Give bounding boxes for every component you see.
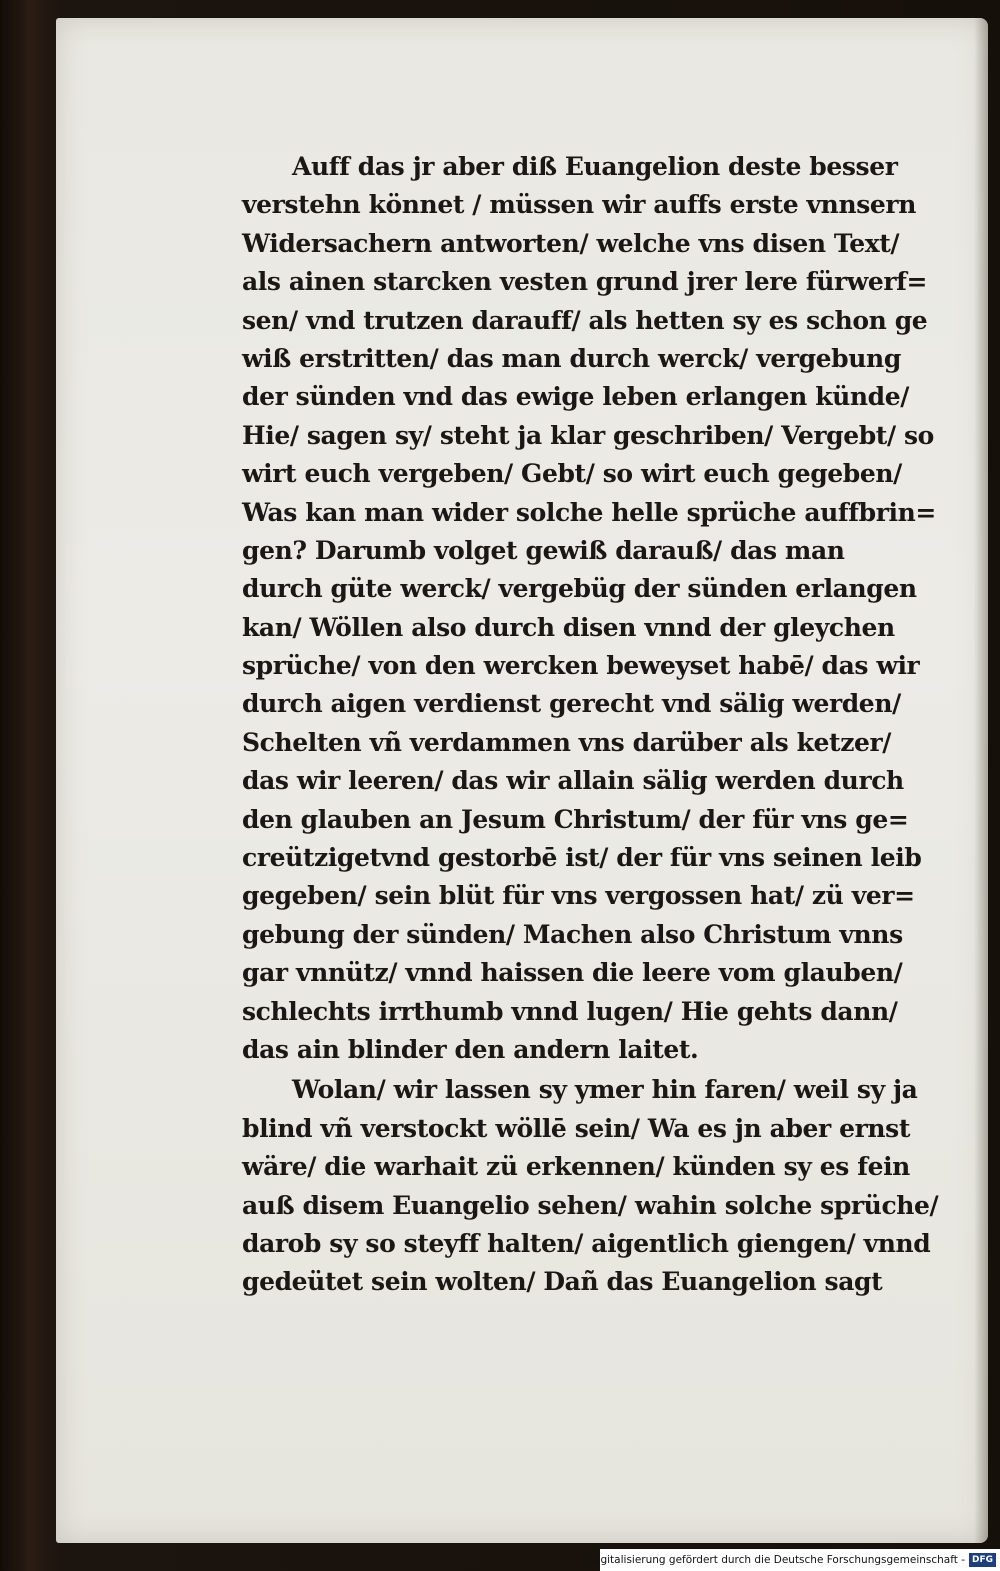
paragraph1-line: gar vnnütz/ vnnd haissen die leere vom glauben/ <box>242 958 903 988</box>
paragraph1-line: durch güte werck/ vergebüg der sünden erlangen <box>242 574 917 604</box>
paragraph1-line: sen/ vnd trutzen darauff/ als hetten sy es schon ge <box>242 305 928 335</box>
paragraph2-line: darob sy so steyff halten/ aigentlich giengen/ vnnd <box>242 1228 931 1258</box>
paragraph1-line: kan/ Wöllen also durch disen vnnd der gleychen <box>242 612 895 642</box>
paragraph1-line: verstehn könnet / müssen wir auffs erste vnnsern <box>242 190 916 220</box>
text-block <box>242 148 972 1302</box>
paragraph1-line: gegeben/ sein blüt für vns vergossen hat/ zü ver= <box>242 881 915 911</box>
digitization-credit: Digitalisierung gefördert durch die Deutsche Forschungsgemeinschaft - <box>589 1554 965 1566</box>
paragraph1-line: der sünden vnd das ewige leben erlangen künde/ <box>242 382 909 412</box>
dfg-logo: DFG <box>969 1553 996 1567</box>
paragraph2-line: auß disem Euangelio sehen/ wahin solche sprüche/ <box>242 1190 939 1220</box>
paragraph1-line: als ainen starcken vesten grund jrer lere fürwerf= <box>242 267 928 297</box>
paragraph1-line: wiß erstritten/ das man durch werck/ vergebung <box>242 343 901 373</box>
paragraph1-line: Hie/ sagen sy/ steht ja klar geschriben/ Vergebt/ so <box>242 420 934 450</box>
paragraph1-line: wirt euch vergeben/ Gebt/ so wirt euch gegeben/ <box>242 459 902 489</box>
paragraph1-line: schlechts irrthumb vnnd lugen/ Hie gehts dann/ <box>242 996 898 1026</box>
paragraph1-line: gebung der sünden/ Machen also Christum vnns <box>242 919 903 949</box>
paragraph1-line: Auff das jr aber diß Euangelion deste besser <box>292 152 898 181</box>
book-page <box>56 18 988 1543</box>
paragraph1-line: gen? Darumb volget gewiß darauß/ das man <box>242 535 845 565</box>
paragraph1-line: das wir leeren/ das wir allain sälig werden durch <box>242 766 904 796</box>
paragraph1-line: creützigetvnd gestorbē ist/ der für vns seinen leib <box>242 843 922 873</box>
paragraph1-line: sprüche/ von den wercken beweyset habē/ das wir <box>242 651 920 681</box>
paragraph2-line: gedeütet sein wolten/ Dañ das Euangelion sagt <box>242 1267 883 1297</box>
paragraph1-line: Widersachern antworten/ welche vns disen Text/ <box>242 228 900 258</box>
paragraph2-line: wäre/ die warhait zü erkennen/ künden sy es fein <box>242 1152 910 1182</box>
paragraph1-line: Was kan man wider solche helle sprüche auffbrin= <box>242 497 936 527</box>
paragraph2-line: blind vñ verstockt wöllē sein/ Wa es jn aber ernst <box>242 1113 910 1143</box>
paragraph1-line: den glauben an Jesum Christum/ der für vns ge= <box>242 804 909 834</box>
paragraph1-line: das ain blinder den andern laitet. <box>242 1034 699 1064</box>
paragraph1-line: durch aigen verdienst gerecht vnd sälig werden/ <box>242 689 901 719</box>
paragraph1-line: Schelten vñ verdammen vns darüber als ketzer/ <box>242 727 891 757</box>
digitization-credit-bar <box>589 1549 1000 1571</box>
paragraph2-line: Wolan/ wir lassen sy ymer hin faren/ weil sy ja <box>292 1075 918 1105</box>
